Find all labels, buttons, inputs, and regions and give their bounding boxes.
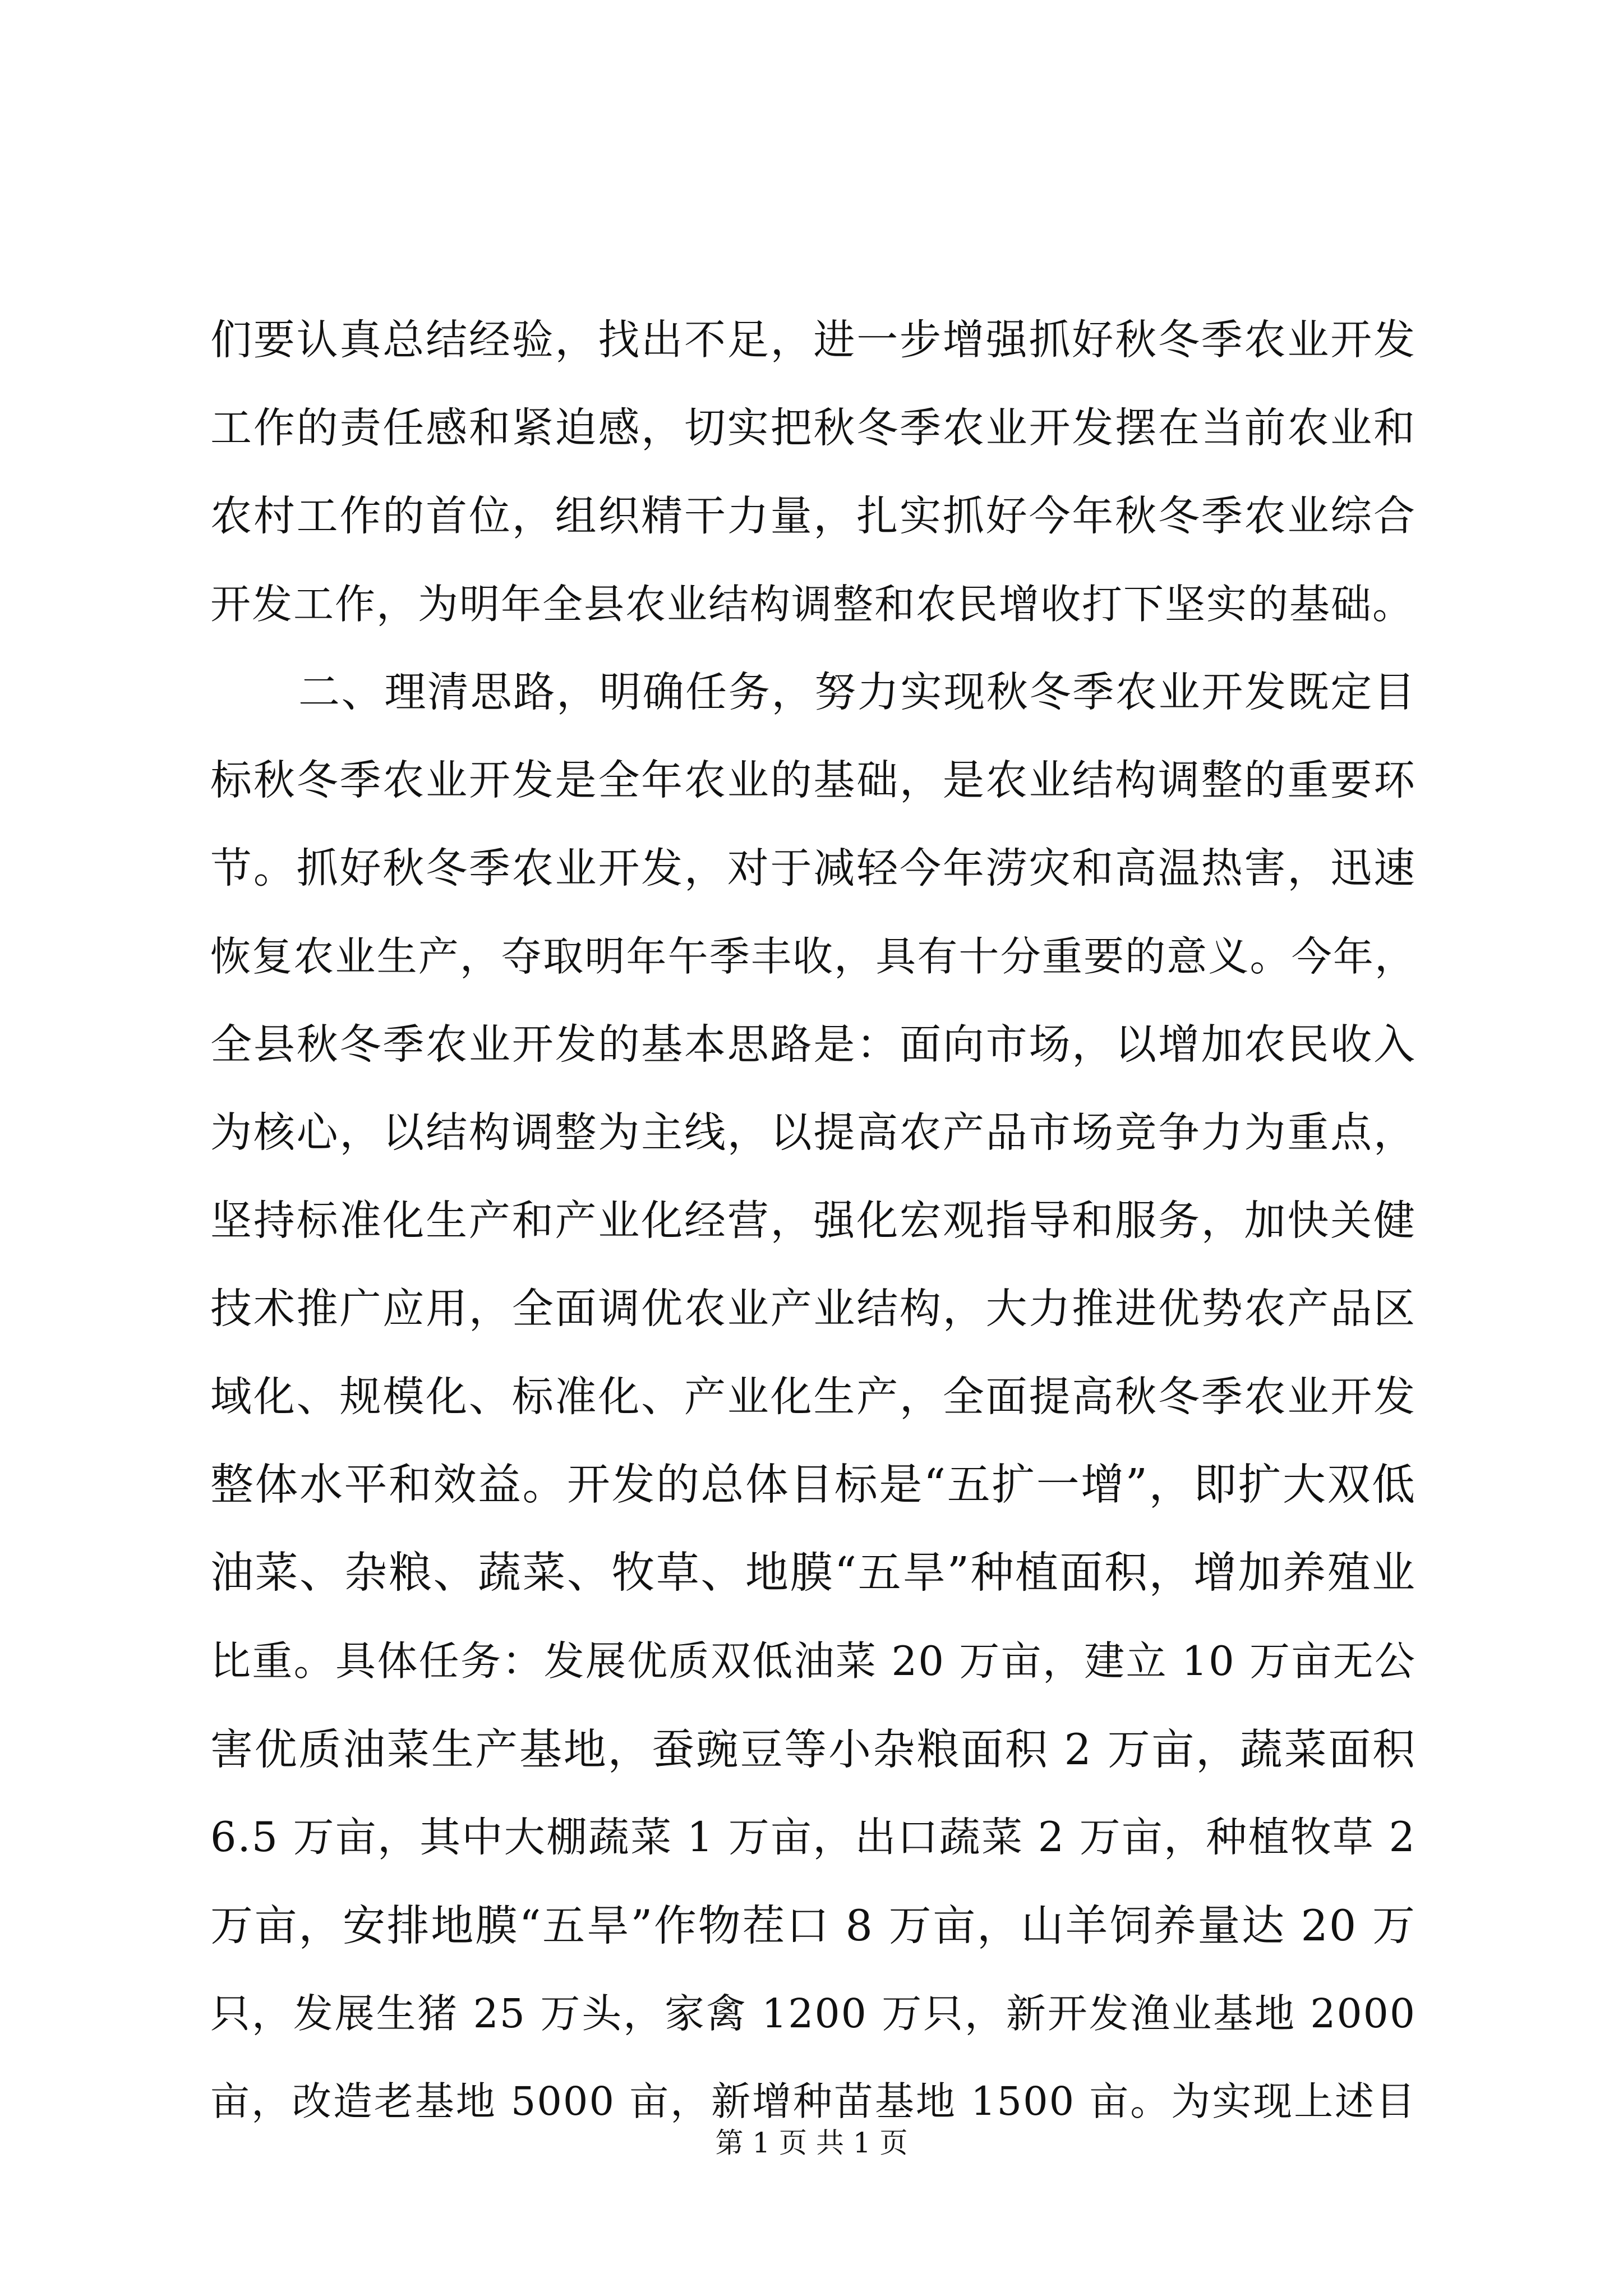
text-line: 技术推广应用，全面调优农业产业结构，大力推进优势农产品区 <box>210 1285 1416 1333</box>
text-line: 整体水平和效益。开发的总体目标是“五扩一增”，即扩大双低 <box>210 1460 1416 1510</box>
text-line: 为核心，以结构调整为主线，以提高农产品市场竞争力为重点， <box>210 1108 1416 1157</box>
text-line: 比重。具体任务：发展优质双低油菜 20 万亩，建立 10 万亩无公 <box>210 1637 1416 1685</box>
text-line: 只，发展生猪 25 万头，家禽 1200 万只，新开发渔业基地 2000 <box>210 1990 1416 2037</box>
text-line: 们要认真总结经验，找出不足，进一步增强抓好秋冬季农业开发 <box>210 316 1416 364</box>
text-line: 万亩，安排地膜“五旱”作物茬口 8 万亩，山羊饲养量达 20 万 <box>210 1901 1416 1950</box>
text-line: 标秋冬季农业开发是全年农业的基础，是农业结构调整的重要环 <box>210 756 1416 804</box>
text-line: 恢复农业生产，夺取明年午季丰收，具有十分重要的意义。今年， <box>210 933 1416 980</box>
section-heading-line: 二、理清思路，明确任务，努力实现秋冬季农业开发既定目 <box>298 668 1416 716</box>
text-line: 农村工作的首位，组织精干力量，扎实抓好今年秋冬季农业综合 <box>210 492 1416 540</box>
text-line: 亩，改造老基地 5000 亩，新增种苗基地 1500 亩。为实现上述目 <box>210 2078 1416 2124</box>
text-line: 域化、规模化、标准化、产业化生产，全面提高秋冬季农业开发 <box>210 1373 1416 1421</box>
text-line: 害优质油菜生产基地，蚕豌豆等小杂粮面积 2 万亩，蔬菜面积 <box>210 1724 1416 1774</box>
body-text <box>210 296 1416 2146</box>
text-line: 节。抓好秋冬季农业开发，对于减轻今年涝灾和高温热害，迅速 <box>210 844 1416 892</box>
text-line: 6.5 万亩，其中大棚蔬菜 1 万亩，出口蔬菜 2 万亩，种植牧草 2 <box>210 1814 1416 1861</box>
text-line: 全县秋冬季农业开发的基本思路是：面向市场，以增加农民收入 <box>210 1020 1416 1069</box>
text-line: 油菜、杂粮、蔬菜、牧草、地膜“五旱”种植面积，增加养殖业 <box>210 1548 1416 1598</box>
text-line: 工作的责任感和紧迫感，切实把秋冬季农业开发摆在当前农业和 <box>210 404 1416 452</box>
text-line: 坚持标准化生产和产业化经营，强化宏观指导和服务，加快关健 <box>210 1197 1416 1245</box>
page-footer: 第 1 页 共 1 页 <box>715 2127 908 2159</box>
text-line: 开发工作，为明年全县农业结构调整和农民增收打下坚实的基础。 <box>210 581 1414 628</box>
